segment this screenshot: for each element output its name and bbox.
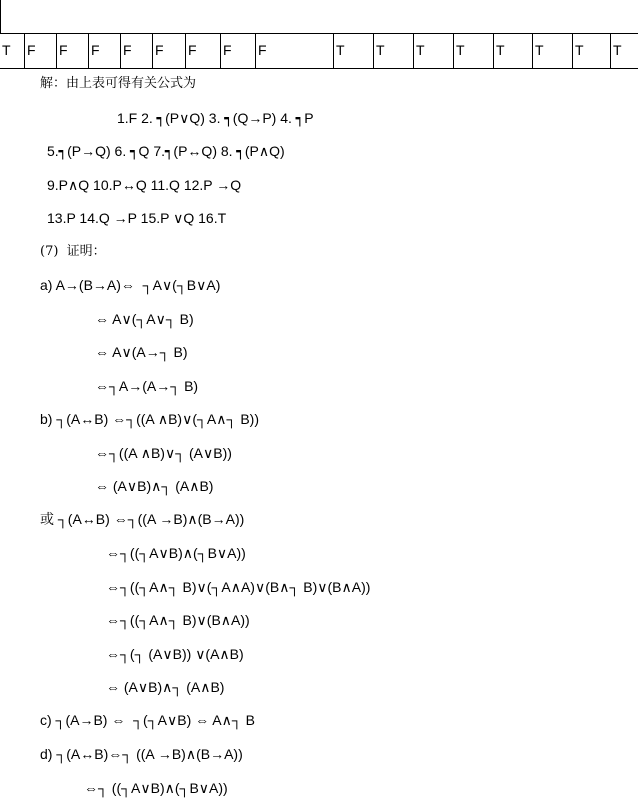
proof-line: b) ┐(A↔B) ⇔┐((A ∧B)∨(┐A∧┐ B)) (40, 411, 259, 427)
truth-cell: T (572, 34, 610, 68)
truth-cell: T (453, 34, 493, 68)
proof-line: a) A→(B→A)⇔ ┐A∨(┐B∨A) (40, 277, 221, 293)
proof-line: ⇔ (A∨B)∧┐ (A∧B) (95, 478, 214, 494)
proof-line: ⇔┐((┐A∧┐ B)∨(┐A∧A)∨(B∧┐ B)∨(B∧A)) (106, 579, 371, 595)
proof-heading: (7) 证明： (40, 244, 106, 259)
formula-line: 9.P∧Q 10.P↔Q 11.Q 12.P →Q (47, 177, 242, 193)
truth-cell: F (220, 34, 255, 68)
formula-line: 1.F 2. ┑(P∨Q) 3. ┑(Q→P) 4. ┑P (117, 110, 314, 126)
truth-cell: F (255, 34, 293, 68)
proof-line: ⇔ A∨(┐A∨┐ B) (95, 311, 194, 327)
truth-cell: F (24, 34, 56, 68)
truth-cell: T (333, 34, 373, 68)
truth-cell: T (532, 34, 572, 68)
truth-cell: T (493, 34, 532, 68)
proof-line: ⇔┐(┐ (A∨B)) ∨(A∧B) (106, 646, 244, 662)
proof-line: ⇔┐((A ∧B)∨┐ (A∨B)) (95, 445, 232, 461)
page-edge (0, 0, 638, 33)
truth-cell: F (120, 34, 152, 68)
proof-line: ⇔ (A∨B)∧┐ (A∧B) (106, 679, 225, 695)
proof-line: d) ┐(A↔B)⇔┐ ((A →B)∧(B→A)) (40, 746, 243, 762)
proof-line: ⇔┐ ((┐A∨B)∧(┐B∨A)) (84, 780, 228, 796)
formula-line: 13.P 14.Q →P 15.P ∨Q 16.T (47, 210, 227, 226)
solution-line: 解：由上表可得有关公式为 (40, 76, 197, 91)
proof-line: ⇔┐((┐A∧┐ B)∨(B∧A)) (106, 612, 250, 628)
truth-cell: T (610, 34, 638, 68)
proof-line: c) ┐(A→B) ⇔ ┐(┐A∨B) ⇔ A∧┐ B (40, 712, 255, 728)
truth-cell: F (152, 34, 185, 68)
truth-cell: F (185, 34, 220, 68)
truth-cell: T (413, 34, 453, 68)
proof-line: ⇔┐A→(A→┐ B) (95, 378, 199, 394)
proof-line: 或 ┐(A↔B) ⇔┐((A →B)∧(B→A)) (40, 511, 245, 527)
truth-table-row (0, 33, 638, 69)
truth-cell: T (373, 34, 413, 68)
formula-line: 5.┑(P→Q) 6. ┑Q 7.┑(P↔Q) 8. ┑(P∧Q) (47, 143, 285, 159)
proof-line: ⇔┐((┐A∨B)∧(┐B∨A)) (106, 545, 246, 561)
proof-line: ⇔ A∨(A→┐ B) (95, 344, 188, 360)
truth-cell: T (2, 42, 11, 58)
truth-cell: F (56, 34, 88, 68)
truth-cell: F (88, 34, 120, 68)
